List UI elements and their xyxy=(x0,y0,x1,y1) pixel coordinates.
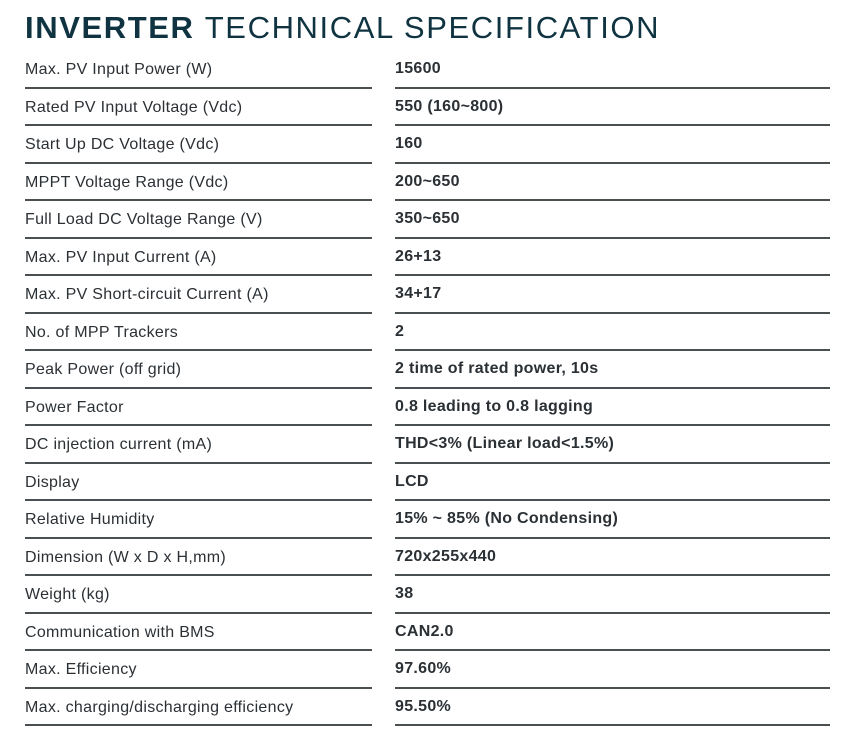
spec-value: 200~650 xyxy=(395,172,460,190)
spec-row xyxy=(0,314,850,352)
spec-row xyxy=(0,501,850,539)
spec-label: Max. Efficiency xyxy=(25,661,137,678)
spec-row xyxy=(0,89,850,127)
spec-row xyxy=(0,689,850,727)
spec-row xyxy=(0,201,850,239)
spec-label: Communication with BMS xyxy=(25,623,215,641)
spec-value: 97.60% xyxy=(395,660,452,677)
spec-label: MPPT Voltage Range (Vdc) xyxy=(25,173,229,191)
spec-value: 2 time of rated power, 10s xyxy=(395,360,599,377)
spec-label: Start Up DC Voltage (Vdc) xyxy=(25,136,220,153)
spec-value: 160 xyxy=(395,135,423,152)
spec-row xyxy=(0,389,850,427)
spec-label: No. of MPP Trackers xyxy=(25,323,179,341)
spec-value: 720x255x440 xyxy=(395,547,497,565)
spec-label: Max. PV Short-circuit Current (A) xyxy=(25,286,269,303)
spec-value: LCD xyxy=(395,472,429,490)
spec-row xyxy=(0,464,850,502)
spec-label: Full Load DC Voltage Range (V) xyxy=(25,211,263,228)
spec-value: 26+13 xyxy=(395,247,442,265)
spec-label: Max. charging/discharging efficiency xyxy=(25,698,294,716)
spec-value: THD<3% (Linear load<1.5%) xyxy=(395,435,615,452)
spec-label: Rated PV Input Voltage (Vdc) xyxy=(25,98,243,116)
spec-label: Weight (kg) xyxy=(25,586,110,603)
spec-label: Power Factor xyxy=(25,398,124,416)
spec-row xyxy=(0,614,850,652)
spec-row xyxy=(0,51,850,89)
spec-value: 2 xyxy=(395,322,405,340)
page-title xyxy=(25,8,660,48)
spec-label: Dimension (W x D x H,mm) xyxy=(25,548,226,566)
spec-value: 350~650 xyxy=(395,210,460,227)
spec-value: 15% ~ 85% (No Condensing) xyxy=(395,510,619,527)
spec-row xyxy=(0,164,850,202)
spec-label: Max. PV Input Power (W) xyxy=(25,61,213,78)
spec-row xyxy=(0,126,850,164)
spec-label: Display xyxy=(25,473,80,491)
row-divider xyxy=(395,724,830,726)
spec-value: 15600 xyxy=(395,60,441,77)
title-light: TECHNICAL SPECIFICATION xyxy=(204,10,661,45)
spec-value: 95.50% xyxy=(395,697,452,715)
spec-label: Max. PV Input Current (A) xyxy=(25,248,217,266)
row-divider xyxy=(25,724,372,726)
spec-label: Peak Power (off grid) xyxy=(25,361,182,378)
spec-value: 38 xyxy=(395,585,414,602)
spec-row xyxy=(0,539,850,577)
spec-table xyxy=(0,51,850,726)
spec-value: 34+17 xyxy=(395,285,442,302)
spec-row xyxy=(0,276,850,314)
spec-label: DC injection current (mA) xyxy=(25,436,213,453)
spec-value: 550 (160~800) xyxy=(395,97,504,115)
spec-row xyxy=(0,426,850,464)
spec-row xyxy=(0,239,850,277)
spec-label: Relative Humidity xyxy=(25,511,155,528)
spec-value: CAN2.0 xyxy=(395,622,454,640)
title-bold: INVERTER xyxy=(25,10,195,45)
spec-row xyxy=(0,651,850,689)
spec-row xyxy=(0,351,850,389)
spec-row xyxy=(0,576,850,614)
spec-value: 0.8 leading to 0.8 lagging xyxy=(395,397,594,415)
